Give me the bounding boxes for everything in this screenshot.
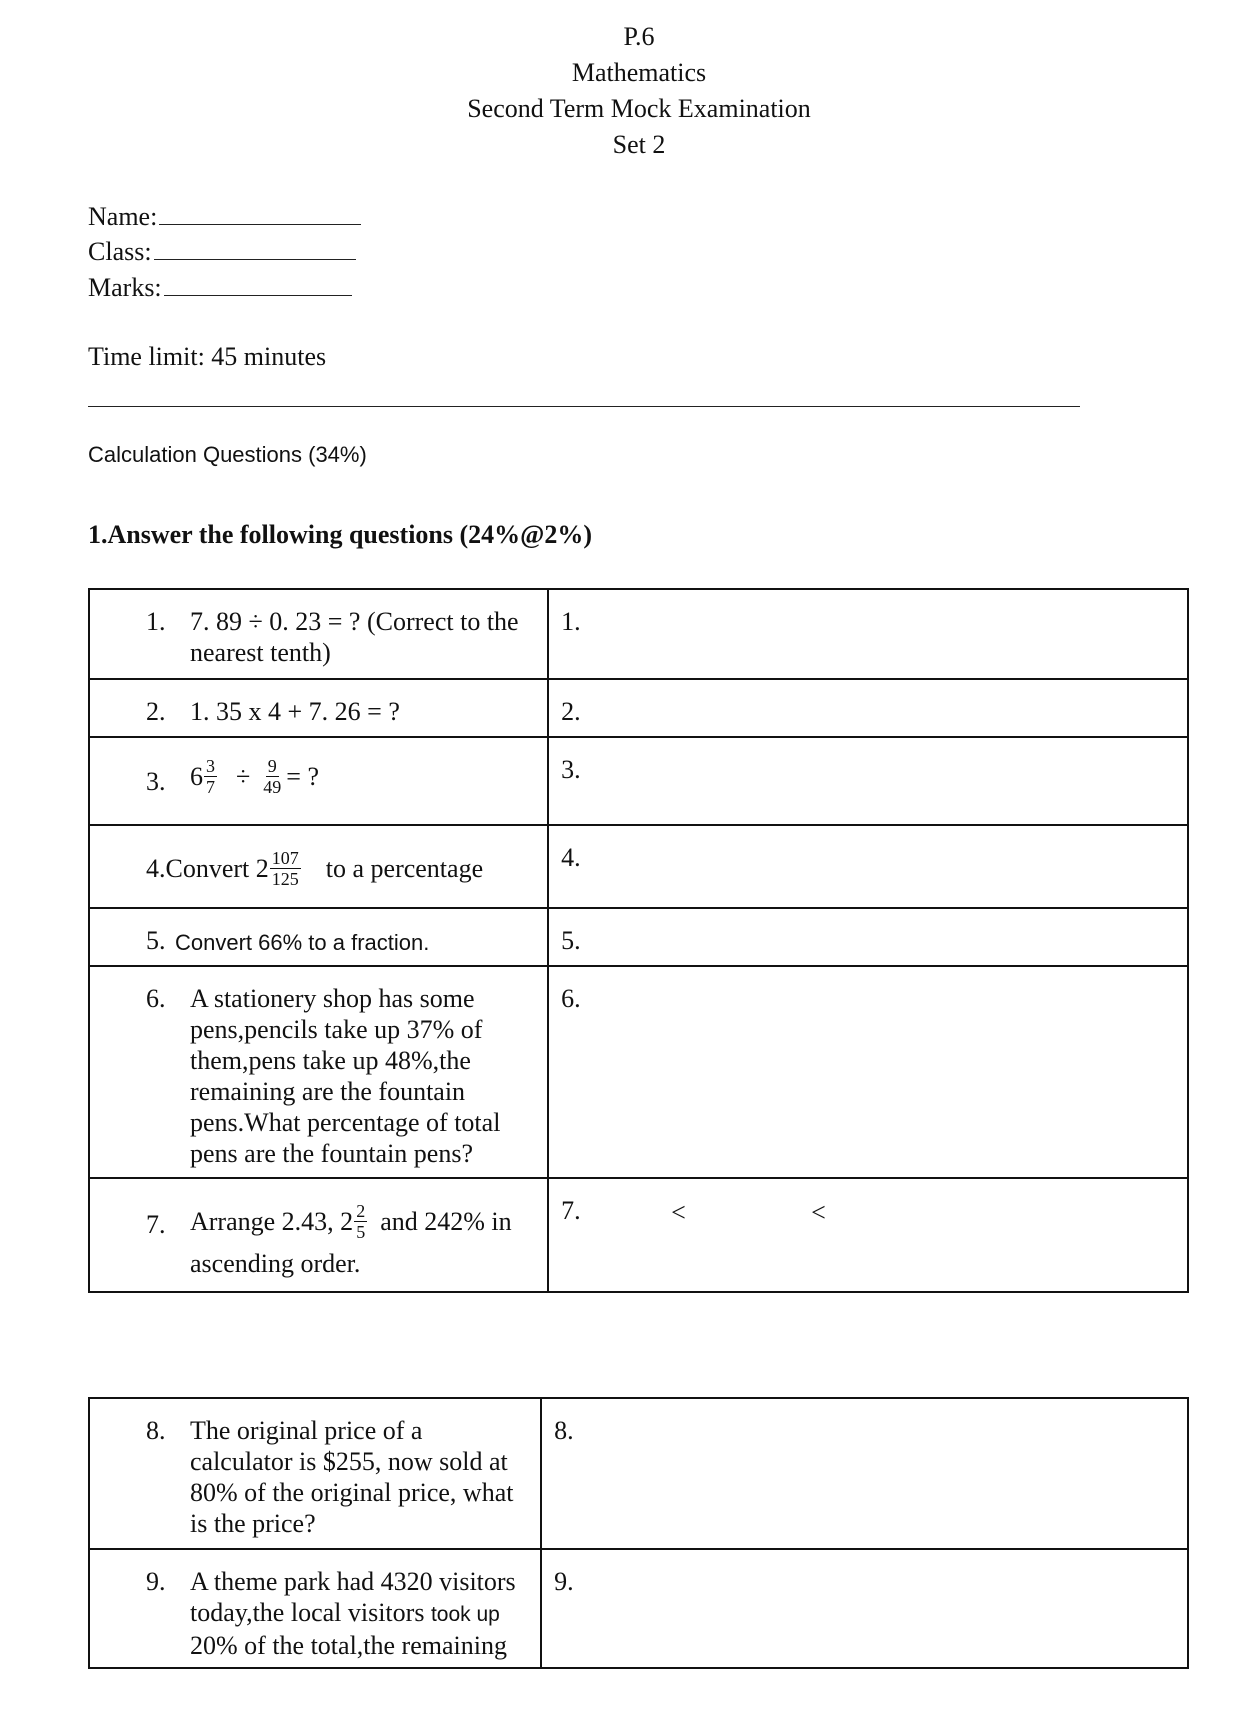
denominator: 125 <box>271 869 299 889</box>
question-text-c: ascending order. <box>190 1249 361 1278</box>
answer-label: 3. <box>561 755 581 784</box>
question-number: 3. <box>146 767 166 796</box>
answer-cell-9[interactable] <box>541 1549 1188 1668</box>
question-text <box>190 1201 533 1279</box>
question-text <box>190 1566 526 1661</box>
question-1 <box>89 589 548 679</box>
answer-cell-5[interactable] <box>548 908 1188 966</box>
time-limit: Time limit: 45 minutes <box>88 342 327 371</box>
numerator: 9 <box>267 756 277 776</box>
question-number: 2. <box>146 697 166 726</box>
question-5 <box>89 908 548 966</box>
question-text: A stationery shop has some pens,pencils take up 37% of them,pens take up 48%,the remaining are the fountain pens.What percentage of total pens are the fountain pens? <box>190 984 501 1168</box>
set-title: Set 2 <box>612 130 666 159</box>
answer-cell-4[interactable] <box>548 825 1188 908</box>
question-9 <box>89 1549 541 1668</box>
numerator: 107 <box>271 848 299 868</box>
question-4 <box>89 825 548 908</box>
operator: ÷ <box>236 762 251 791</box>
less-than-sign-1: < <box>671 1198 686 1227</box>
answer-label: 9. <box>554 1567 574 1596</box>
equals-tail: = ? <box>286 762 319 791</box>
table-row <box>89 966 1188 1178</box>
section-title: Calculation Questions (34%) <box>88 442 367 467</box>
numerator: 3 <box>206 756 215 776</box>
questions-table-2 <box>88 1397 1189 1669</box>
question-number: 7. <box>146 1210 166 1239</box>
answer-label: 2. <box>561 697 581 726</box>
question-text-c: 20% of the total,the remaining <box>190 1631 507 1660</box>
table-row <box>89 825 1188 908</box>
question-text: The original price of a calculator is $255, now sold at 80% of the original price, what is the price? <box>190 1416 514 1538</box>
answer-cell-2[interactable] <box>548 679 1188 737</box>
denominator: 7 <box>206 777 215 797</box>
answer-label: 8. <box>554 1416 574 1445</box>
question-text-b: took up <box>430 1603 500 1626</box>
answer-label: 7. <box>561 1196 581 1225</box>
fraction <box>270 848 301 889</box>
question-expression <box>190 756 533 797</box>
answer-cell-8[interactable] <box>541 1398 1188 1549</box>
table-row <box>89 679 1188 737</box>
table-row <box>89 1398 1188 1549</box>
marks-label: Marks: <box>88 273 162 302</box>
answer-cell-6[interactable] <box>548 966 1188 1178</box>
question-number: 9. <box>146 1567 166 1596</box>
numerator: 2 <box>356 1201 366 1221</box>
fraction <box>354 1201 367 1242</box>
divider-line <box>88 406 1080 407</box>
question-text-a: Arrange 2.43, 2 <box>190 1207 354 1236</box>
table-row <box>89 589 1188 679</box>
fraction <box>261 756 283 797</box>
exam-title: Second Term Mock Examination <box>467 94 811 123</box>
question-number: 1. <box>146 607 166 636</box>
class-blank[interactable] <box>154 235 356 260</box>
question-expression <box>146 848 483 889</box>
marks-field[interactable] <box>88 271 352 303</box>
question-text: Convert 66% to a fraction. <box>175 930 430 955</box>
table-row <box>89 1178 1188 1292</box>
question-text: 1. 35 x 4 + 7. 26 = ? <box>190 697 400 726</box>
question-number: 6. <box>146 984 166 1013</box>
question-6 <box>89 966 548 1178</box>
question-3 <box>89 737 548 825</box>
table-row <box>89 1549 1188 1668</box>
denominator: 49 <box>263 777 282 797</box>
question-number: 5. <box>146 926 166 955</box>
question-text-b: and 242% in <box>380 1207 512 1236</box>
name-field[interactable] <box>88 200 361 232</box>
subject-title: Mathematics <box>571 58 707 87</box>
instruction-heading: 1.Answer the following questions (24%@2%) <box>88 520 593 549</box>
answer-label: 4. <box>561 843 581 872</box>
class-field[interactable] <box>88 235 356 267</box>
answer-cell-3[interactable] <box>548 737 1188 825</box>
answer-label: 1. <box>561 607 581 636</box>
answer-label: 5. <box>561 926 581 955</box>
answer-label: 6. <box>561 984 581 1013</box>
name-blank[interactable] <box>159 200 361 225</box>
question-8 <box>89 1398 541 1549</box>
question-tail: to a percentage <box>325 854 484 883</box>
grade-title: P.6 <box>623 22 655 51</box>
class-label: Class: <box>88 237 152 266</box>
question-prefix: 4.Convert 2 <box>146 854 269 883</box>
name-label: Name: <box>88 202 158 231</box>
answer-cell-1[interactable] <box>548 589 1188 679</box>
question-7 <box>89 1178 548 1292</box>
marks-blank[interactable] <box>164 271 352 296</box>
questions-table-1 <box>88 588 1189 1293</box>
answer-cell-7[interactable] <box>548 1178 1188 1292</box>
question-text-a: A theme park had 4320 visitors today,the local visitors <box>190 1567 516 1627</box>
fraction <box>204 756 217 797</box>
denominator: 5 <box>356 1222 366 1242</box>
question-2 <box>89 679 548 737</box>
less-than-sign-2: < <box>811 1198 826 1227</box>
table-row <box>89 737 1188 825</box>
question-text: 7. 89 ÷ 0. 23 = ? (Correct to the nearest tenth) <box>190 607 519 667</box>
question-number: 8. <box>146 1416 166 1445</box>
table-row <box>89 908 1188 966</box>
whole-number: 6 <box>190 762 203 791</box>
